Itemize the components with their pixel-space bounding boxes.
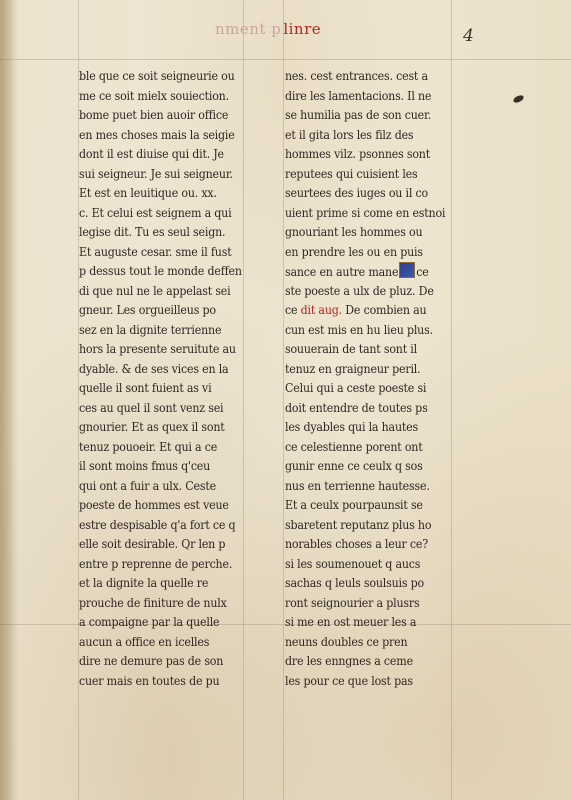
text-line: p dessus tout le monde deffen <box>79 264 242 278</box>
text-line: cuer mais en toutes de pu <box>79 673 220 688</box>
text-segment: si me en ost meuer les a <box>285 615 417 629</box>
text-segment: se humilia pas de son cuer. <box>285 108 432 122</box>
header-faded-text: nment p <box>215 20 282 38</box>
text-line <box>285 223 460 243</box>
text-line <box>285 106 460 126</box>
text-line: gneur. Les orgueilleus po <box>79 303 216 317</box>
binding-gutter <box>0 0 18 800</box>
text-line: Et est en leuitique ou. xx. <box>79 186 217 200</box>
text-line: Et auguste cesar. sme il fust <box>79 244 232 259</box>
text-segment: si les soumenouet q aucs <box>285 556 421 571</box>
rubric-text: dit aug. <box>300 303 342 317</box>
text-line <box>285 126 460 146</box>
text-line <box>285 496 460 516</box>
text-segment: souuerain de tant sont il <box>285 342 417 356</box>
decorated-initial <box>399 262 415 278</box>
text-line <box>285 399 460 419</box>
text-segment: De combien au <box>341 303 427 317</box>
text-line: qui ont a fuir a ulx. Ceste <box>79 478 216 493</box>
text-line: legise dit. Tu es seul seign. <box>79 225 226 239</box>
text-line <box>285 360 460 380</box>
text-segment: ront seignourier a plusrs <box>285 595 420 610</box>
text-segment: les pour ce que lost pas <box>285 673 413 688</box>
text-segment: ste poeste a ulx de pluz. De <box>285 283 434 298</box>
text-line: dont il est diuise qui dit. Je <box>79 147 224 161</box>
running-header <box>215 20 321 38</box>
text-line: sez en la dignite terrienne <box>79 322 222 337</box>
text-line: hors la presente seruitute au <box>79 342 236 356</box>
text-line: et la dignite la quelle re <box>79 576 209 590</box>
folio-number: 4 <box>463 26 474 46</box>
text-segment: tenuz en graigneur peril. <box>285 361 421 376</box>
text-line: a compaigne par la quelle <box>79 615 220 629</box>
text-line: quelle il sont fuient as vi <box>79 381 212 395</box>
text-line <box>285 204 460 224</box>
text-line <box>285 477 460 497</box>
text-segment: sachas q leuls soulsuis po <box>285 576 424 590</box>
text-segment: ce <box>416 265 429 279</box>
text-line <box>285 594 460 614</box>
text-line: ble que ce soit seigneurie ou <box>79 69 235 83</box>
text-line: elle soit desirable. Qr len p <box>79 537 226 551</box>
text-line: c. Et celui est seignem a qui <box>79 205 232 220</box>
text-line <box>285 340 460 360</box>
text-segment: et il gita lors les filz des <box>285 127 414 142</box>
text-segment: gunir enne ce ceulx q sos <box>285 459 423 473</box>
text-line: en mes choses mais la seigie <box>79 127 235 142</box>
text-line <box>285 184 460 204</box>
text-line <box>285 301 460 321</box>
text-segment: hommes vilz. psonnes sont <box>285 147 430 161</box>
text-line: dire ne demure pas de son <box>79 654 224 668</box>
text-line <box>285 418 460 438</box>
text-segment: norables choses a leur ce? <box>285 537 428 551</box>
text-segment: nus en terrienne hautesse. <box>285 478 430 493</box>
text-segment: dre les enngnes a ceme <box>285 654 413 668</box>
text-line <box>285 379 460 399</box>
text-line <box>285 282 460 302</box>
text-line: prouche de finiture de nulx <box>79 595 227 610</box>
text-line <box>285 613 460 633</box>
header-rubric-text: linre <box>283 20 322 38</box>
text-line <box>285 165 460 185</box>
text-column-left <box>79 67 254 691</box>
text-line <box>285 145 460 165</box>
text-segment: ce celestienne porent ont <box>285 439 423 454</box>
ruling-line <box>0 59 571 60</box>
text-segment: neuns doubles ce pren <box>285 634 408 649</box>
text-line: il sont moins fmus q'ceu <box>79 459 211 473</box>
text-segment: Celui qui a ceste poeste si <box>285 381 427 395</box>
text-line <box>285 633 460 653</box>
text-segment: cun est mis en hu lieu plus. <box>285 322 433 337</box>
text-line <box>285 87 460 107</box>
text-segment: gnouriant les hommes ou <box>285 225 423 239</box>
text-line: tenuz pouoeir. Et qui a ce <box>79 439 218 454</box>
text-line <box>285 262 460 282</box>
text-segment: les dyables qui la hautes <box>285 420 418 434</box>
text-line: entre p reprenne de perche. <box>79 556 233 571</box>
text-line: poeste de hommes est veue <box>79 498 229 512</box>
text-line <box>285 574 460 594</box>
text-segment: en prendre les ou en puis <box>285 244 423 259</box>
text-line <box>285 535 460 555</box>
text-line <box>285 243 460 263</box>
text-column-right <box>285 67 460 691</box>
ruling-line <box>283 0 284 800</box>
text-segment: seurtees des iuges ou il co <box>285 186 428 200</box>
text-line: sui seigneur. Je sui seigneur. <box>79 166 233 181</box>
text-line <box>285 457 460 477</box>
text-line <box>285 516 460 536</box>
text-line: gnourier. Et as quex il sont <box>79 420 225 434</box>
text-segment: sance en autre mane <box>285 265 399 279</box>
text-line <box>285 672 460 692</box>
ink-blot <box>512 94 525 104</box>
text-line <box>285 67 460 87</box>
text-line <box>285 652 460 672</box>
text-segment: reputees qui cuisient les <box>285 166 418 181</box>
text-line: bome puet bien auoir office <box>79 108 229 122</box>
text-segment: nes. cest entrances. cest a <box>285 69 428 83</box>
text-line: estre despisable q'a fort ce q <box>79 517 236 532</box>
text-segment: sbaretent reputanz plus ho <box>285 517 432 532</box>
text-segment: doit entendre de toutes ps <box>285 400 428 415</box>
text-line <box>285 438 460 458</box>
text-segment: dire les lamentacions. Il ne <box>285 88 432 103</box>
text-line: di que nul ne le appelast sei <box>79 283 231 298</box>
text-line: aucun a office en icelles <box>79 634 210 649</box>
text-line: dyable. & de ses vices en la <box>79 361 229 376</box>
text-segment: Et a ceulx pourpaunsit se <box>285 498 423 512</box>
text-line <box>285 555 460 575</box>
text-line: me ce soit mielx souiection. <box>79 88 229 103</box>
text-segment: uient prime si come en estnoi <box>285 205 446 220</box>
text-segment: ce <box>285 303 301 317</box>
text-line <box>285 321 460 341</box>
text-line: ces au quel il sont venz sei <box>79 400 224 415</box>
